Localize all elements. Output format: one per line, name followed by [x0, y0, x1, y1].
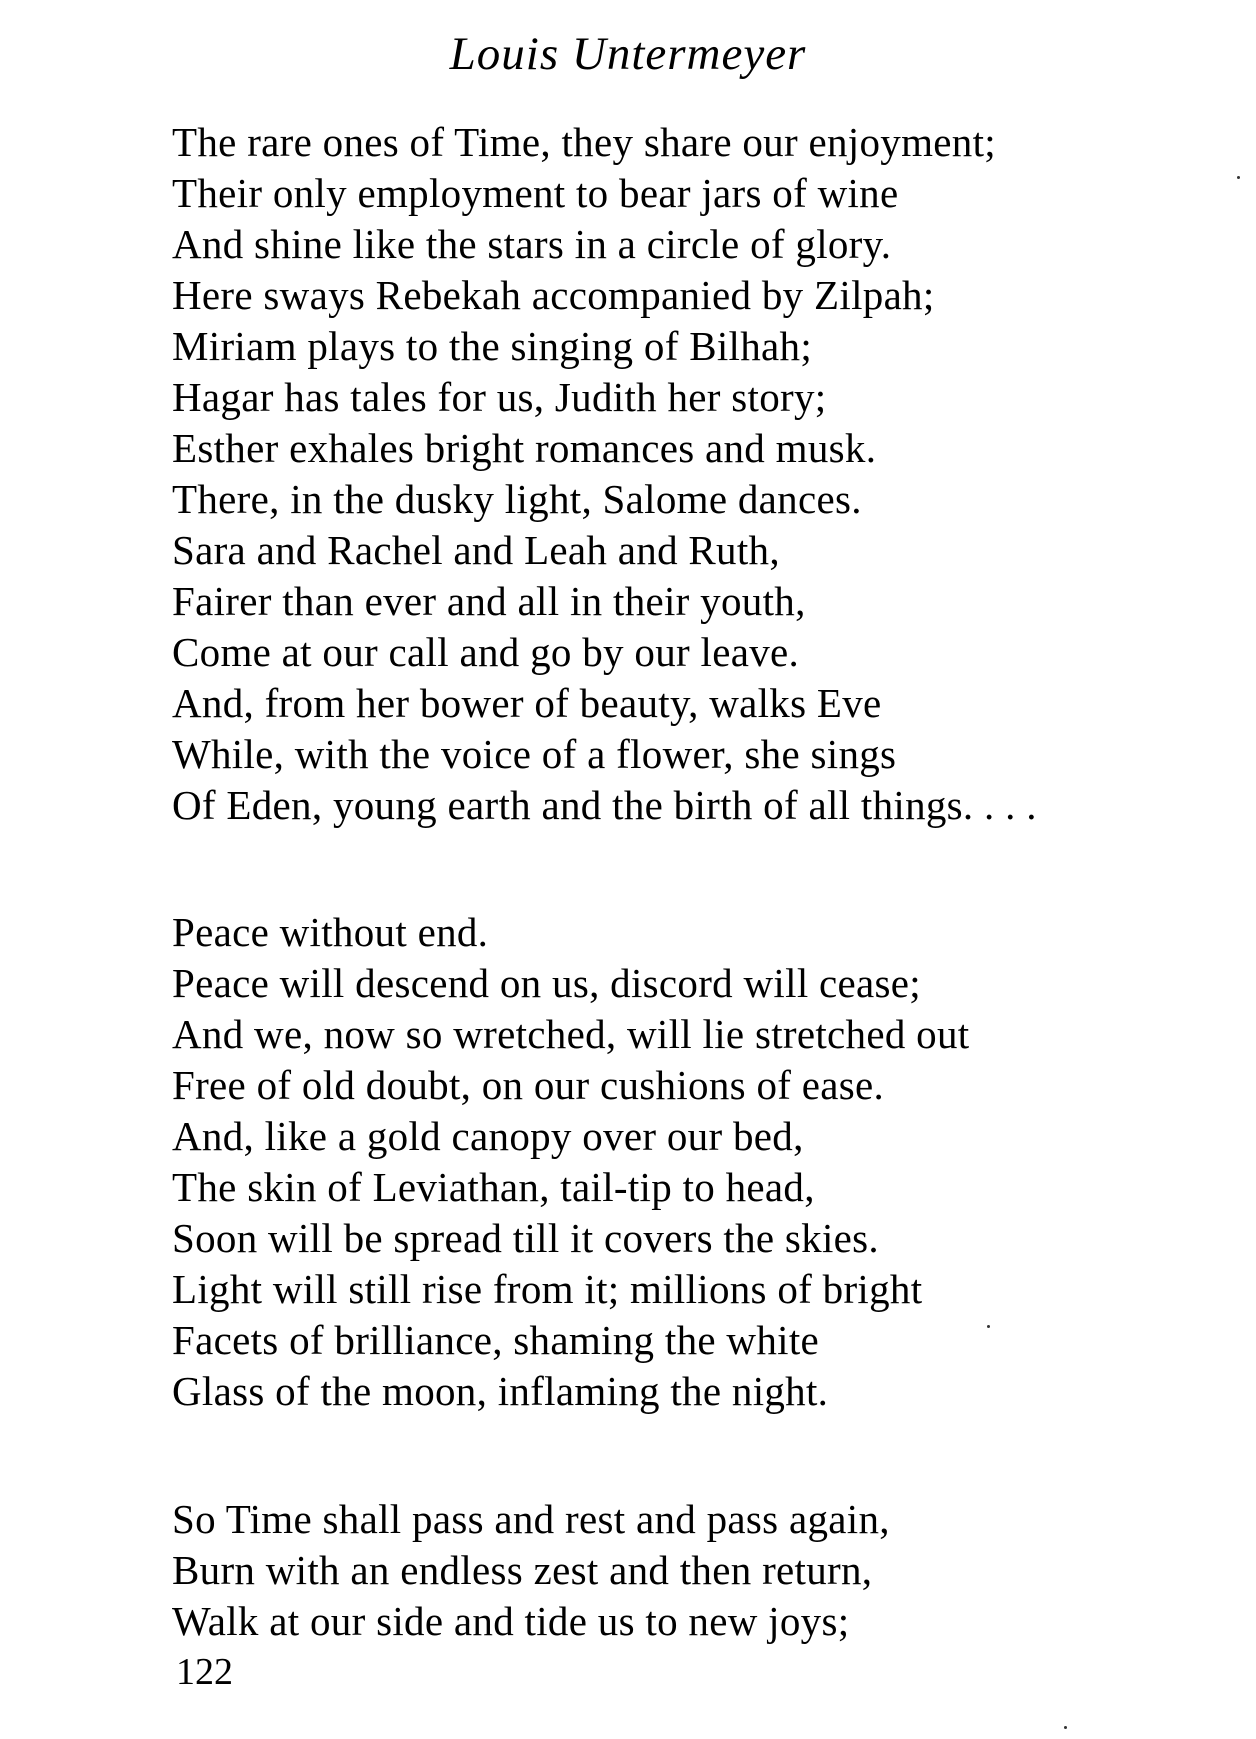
poem-line: And shine like the stars in a circle of glory.	[172, 221, 892, 267]
poem-line: Miriam plays to the singing of Bilhah;	[172, 323, 813, 369]
poem-line: Walk at our side and tide us to new joys;	[172, 1598, 850, 1644]
poem-line: Burn with an endless zest and then return,	[172, 1547, 873, 1593]
stanza-2	[172, 907, 969, 1417]
poem-line: Glass of the moon, inflaming the night.	[172, 1368, 829, 1414]
poem-line: Hagar has tales for us, Judith her story;	[172, 374, 827, 420]
poem-line: Esther exhales bright romances and musk.	[172, 425, 877, 471]
print-speck	[987, 1325, 990, 1328]
poem-line: And, like a gold canopy over our bed,	[172, 1113, 804, 1159]
poem-line: Peace without end.	[172, 909, 489, 955]
print-speck	[1064, 1726, 1067, 1729]
poem-line: Facets of brilliance, shaming the white	[172, 1317, 820, 1363]
poem-line: Of Eden, young earth and the birth of all things. . . .	[172, 782, 1037, 828]
poem-line: Sara and Rachel and Leah and Ruth,	[172, 527, 780, 573]
stanza-1	[172, 117, 1037, 831]
poem-line: While, with the voice of a flower, she sings	[172, 731, 897, 777]
running-header-author: Louis Untermeyer	[449, 28, 807, 80]
print-speck	[1237, 176, 1240, 179]
poem-line: Free of old doubt, on our cushions of ease.	[172, 1062, 885, 1108]
poem-line: Soon will be spread till it covers the skies.	[172, 1215, 879, 1261]
poem-line: And, from her bower of beauty, walks Eve	[172, 680, 882, 726]
stanza-3	[172, 1494, 890, 1647]
poem-line: Fairer than ever and all in their youth,	[172, 578, 806, 624]
poem-line: Peace will descend on us, discord will cease;	[172, 960, 921, 1006]
page-number: 122	[176, 1651, 233, 1693]
poem-line: The rare ones of Time, they share our enjoyment;	[172, 119, 996, 165]
poem-line: Their only employment to bear jars of wine	[172, 170, 899, 216]
poem-line: Come at our call and go by our leave.	[172, 629, 800, 675]
poem-line: Light will still rise from it; millions of bright	[172, 1266, 923, 1312]
poem-line: So Time shall pass and rest and pass again,	[172, 1496, 890, 1542]
poem-line: And we, now so wretched, will lie stretched out	[172, 1011, 970, 1057]
poem-line: The skin of Leviathan, tail-tip to head,	[172, 1164, 815, 1210]
poem-line: There, in the dusky light, Salome dances.	[172, 476, 862, 522]
poem-line: Here sways Rebekah accompanied by Zilpah;	[172, 272, 935, 318]
